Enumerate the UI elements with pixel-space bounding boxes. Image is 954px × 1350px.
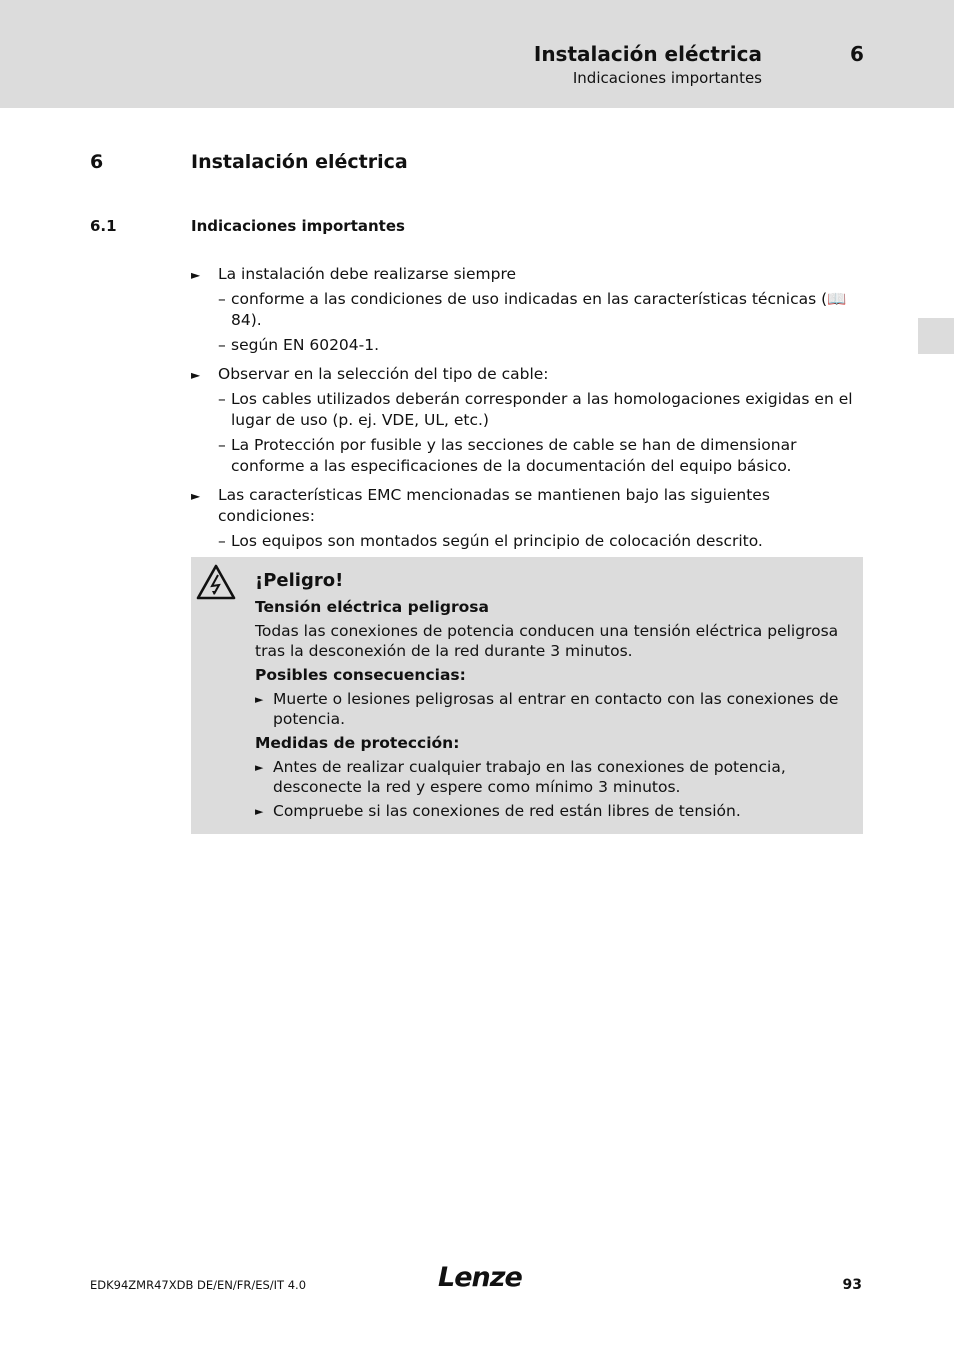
warning-body xyxy=(255,571,859,825)
section-title: Instalación eléctrica xyxy=(191,151,408,173)
measures-label: Medidas de protección: xyxy=(255,734,460,752)
subsection-number: 6.1 xyxy=(90,217,117,235)
sub-item-text: Los cables utilizados deberán corresponder a las homologaciones exigidas en el lugar de uso (p. ej. VDE, UL, etc.) xyxy=(231,390,853,429)
header-band xyxy=(0,0,954,108)
header-chapter-number: 6 xyxy=(850,42,864,66)
bullet-arrow-icon: ► xyxy=(191,489,201,503)
sub-list-item: – Los equipos son montados según el principio de colocación descrito. xyxy=(218,532,763,550)
measure-item xyxy=(255,801,859,821)
electric-hazard-icon xyxy=(195,563,237,601)
document-code: EDK94ZMR47XDB DE/EN/FR/ES/IT 4.0 xyxy=(90,1278,307,1292)
sub-list-item: – Los cables utilizados deberán corresponder a las homologaciones exigidas en el lugar de uso (p. ej. VDE, UL, etc.) xyxy=(218,390,853,429)
hazard-type: Tensión eléctrica peligrosa xyxy=(255,598,489,616)
sub-list-item: – según EN 60204-1. xyxy=(218,336,380,354)
hazard-description: Todas las conexiones de potencia conducen una tensión eléctrica peligrosa tras la desconexión de la red durante 3 minutos. xyxy=(255,622,839,660)
sub-list-item: – La Protección por fusible y las secciones de cable se han de dimensionar conforme a las especificaciones de la documentación del equipo básico. xyxy=(218,436,797,475)
bullet-arrow-icon: ► xyxy=(255,693,264,706)
page-number: 93 xyxy=(842,1277,862,1293)
measure-item xyxy=(255,757,859,797)
list-item xyxy=(191,264,863,356)
bullet-arrow-icon: ► xyxy=(255,761,264,774)
sub-item-text: conforme a las condiciones de uso indicadas en las características técnicas (📖 84). xyxy=(231,290,847,329)
bullet-text: Observar en la selección del tipo de cable: xyxy=(218,365,549,383)
warning-title: ¡Peligro! xyxy=(255,570,344,591)
instruction-list xyxy=(191,264,863,581)
danger-warning-box xyxy=(191,557,863,834)
sub-item-text: La Protección por fusible y las secciones de cable se han de dimensionar conforme a las especificaciones de la documentación del equipo básico. xyxy=(231,436,797,475)
lenze-logo: Lenze xyxy=(438,1262,522,1293)
bullet-arrow-icon: ► xyxy=(255,805,264,818)
header-title: Instalación eléctrica xyxy=(533,42,762,66)
measure-text: Antes de realizar cualquier trabajo en las conexiones de potencia, desconecte la red y espere como mínimo 3 minutos. xyxy=(273,758,786,796)
consequences-label: Posibles consecuencias: xyxy=(255,666,466,684)
sub-list-item: – conforme a las condiciones de uso indicadas en las características técnicas (📖 84). xyxy=(218,290,847,329)
section-number: 6 xyxy=(90,151,104,173)
sub-item-text: Los equipos son montados según el principio de colocación descrito. xyxy=(231,532,763,550)
subsection-title: Indicaciones importantes xyxy=(191,217,405,235)
chapter-side-tab xyxy=(918,318,954,354)
bullet-text: Las características EMC mencionadas se mantienen bajo las siguientes condiciones: xyxy=(218,486,770,525)
consequence-item xyxy=(255,689,859,729)
header-subtitle: Indicaciones importantes xyxy=(572,69,762,87)
consequence-text: Muerte o lesiones peligrosas al entrar en contacto con las conexiones de potencia. xyxy=(273,690,839,728)
measure-text: Compruebe si las conexiones de red están libres de tensión. xyxy=(273,802,741,820)
sub-item-text: según EN 60204-1. xyxy=(231,336,380,354)
bullet-text: La instalación debe realizarse siempre xyxy=(218,265,517,283)
bullet-arrow-icon: ► xyxy=(191,368,201,382)
list-item xyxy=(191,364,863,477)
bullet-arrow-icon: ► xyxy=(191,268,201,282)
